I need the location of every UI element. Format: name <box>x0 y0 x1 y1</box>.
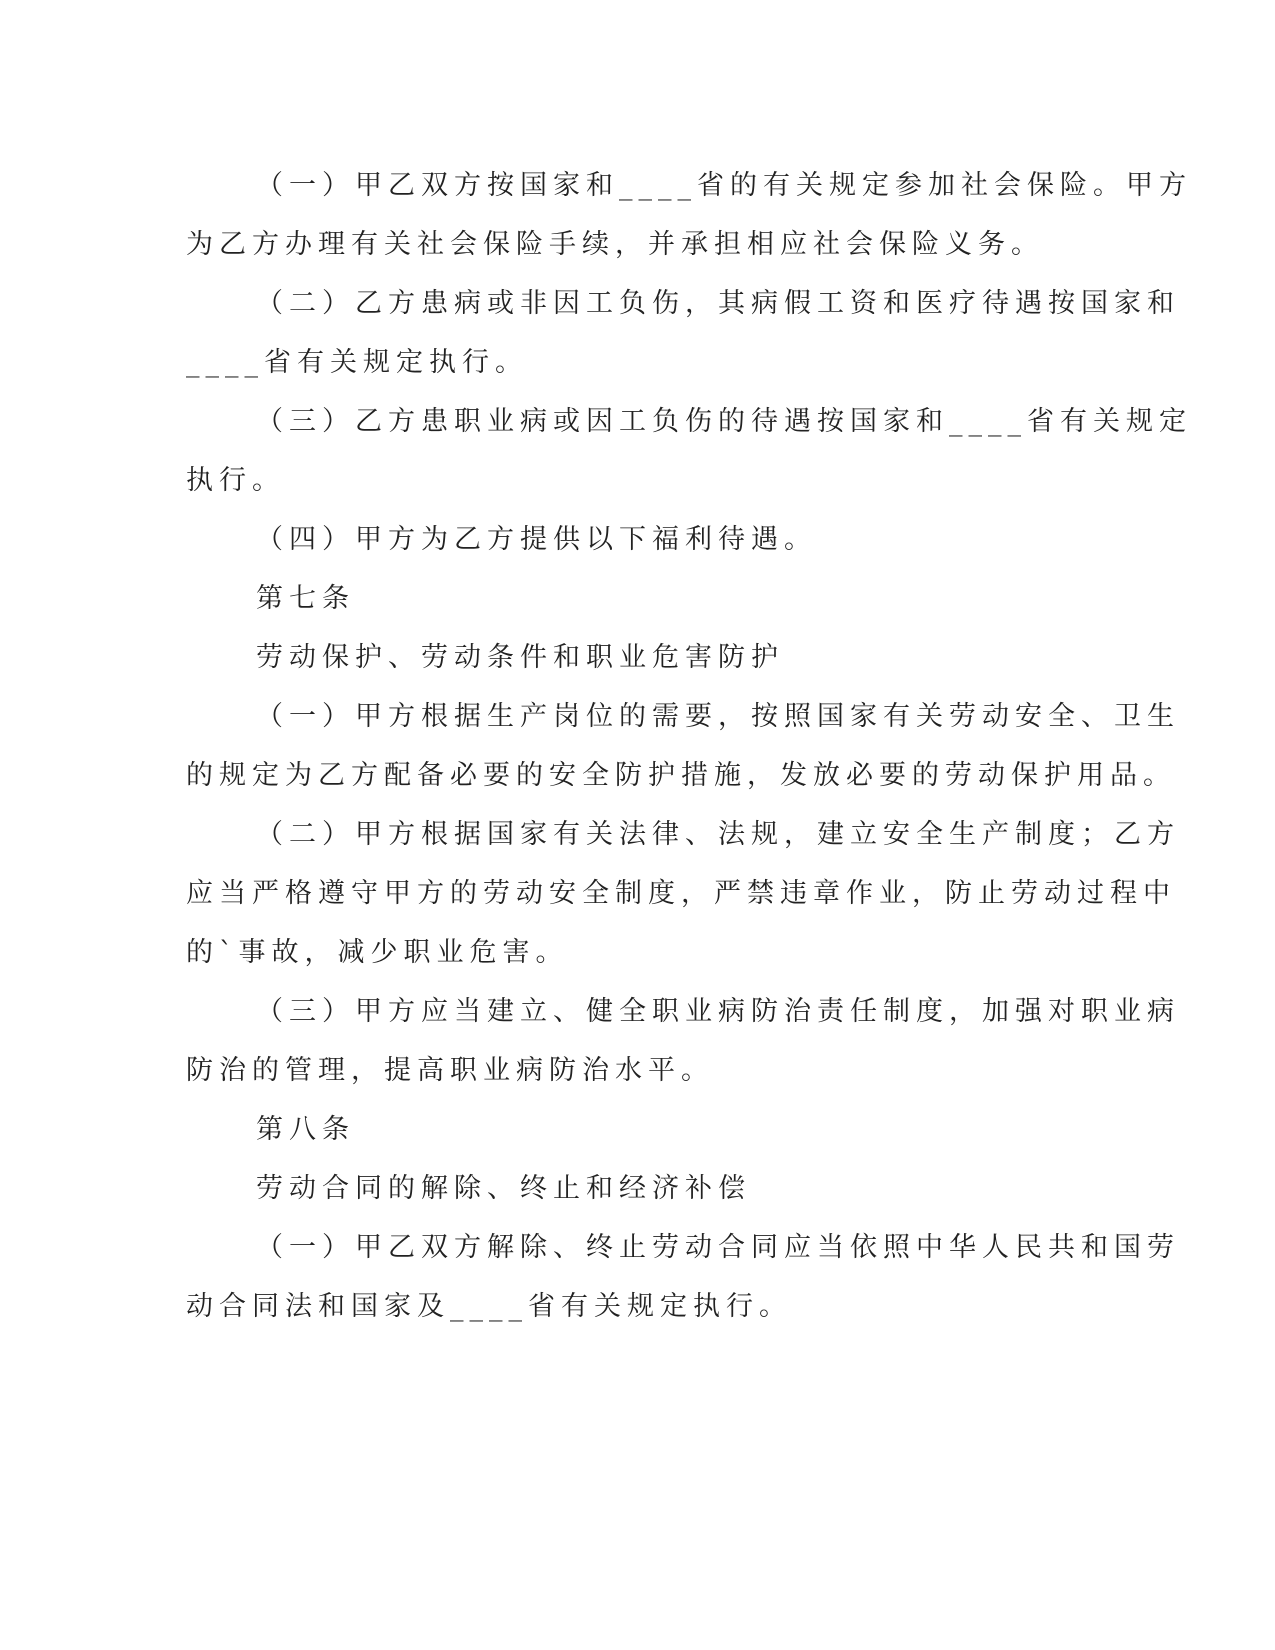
text-line: （一）甲乙双方解除、终止劳动合同应当依照中华人民共和国劳 <box>256 1232 1180 1263</box>
text-line: （三）乙方患职业病或因工负伤的待遇按国家和____省有关规定 <box>256 406 1192 437</box>
article-heading: 第七条 <box>256 583 355 614</box>
section-title: 劳动保护、劳动条件和职业危害防护 <box>256 642 784 673</box>
text-line: （一）甲方根据生产岗位的需要，按照国家有关劳动安全、卫生 <box>256 701 1180 732</box>
document-body <box>186 156 1192 1336</box>
text-line: （二）乙方患病或非因工负伤，其病假工资和医疗待遇按国家和 <box>256 288 1180 319</box>
text-line: 的规定为乙方配备必要的安全防护措施，发放必要的劳动保护用品。 <box>186 760 1176 791</box>
article-heading: 第八条 <box>256 1114 355 1145</box>
text-line: 动合同法和国家及____省有关规定执行。 <box>186 1291 792 1322</box>
text-line: 执行。 <box>186 465 285 496</box>
text-line: （一）甲乙双方按国家和____省的有关规定参加社会保险。甲方 <box>256 170 1192 201</box>
text-line: ____省有关规定执行。 <box>186 347 528 378</box>
text-line: 应当严格遵守甲方的劳动安全制度，严禁违章作业，防止劳动过程中 <box>186 878 1176 909</box>
text-line: 为乙方办理有关社会保险手续，并承担相应社会保险义务。 <box>186 229 1044 260</box>
section-title: 劳动合同的解除、终止和经济补偿 <box>256 1173 751 1204</box>
text-line: 的`事故，减少职业危害。 <box>186 937 569 968</box>
text-line: 防治的管理，提高职业病防治水平。 <box>186 1055 714 1086</box>
text-line: （四）甲方为乙方提供以下福利待遇。 <box>256 524 817 555</box>
text-line: （三）甲方应当建立、健全职业病防治责任制度，加强对职业病 <box>256 996 1180 1027</box>
text-line: （二）甲方根据国家有关法律、法规，建立安全生产制度；乙方 <box>256 819 1180 850</box>
